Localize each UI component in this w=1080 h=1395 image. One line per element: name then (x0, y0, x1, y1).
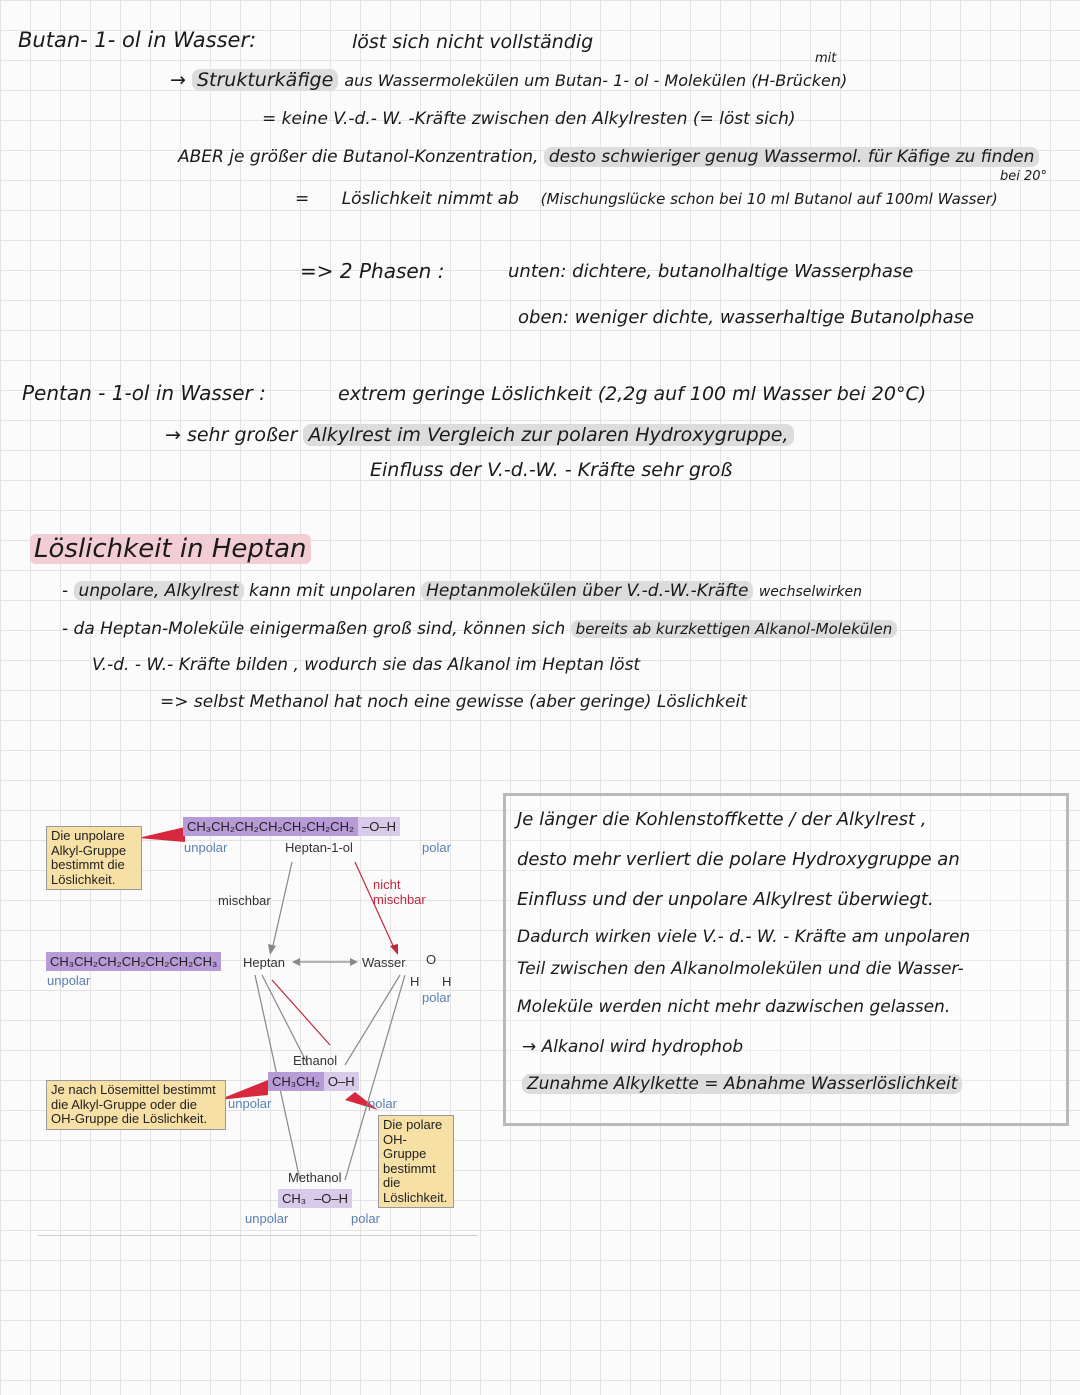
butanol-line3-highlight: desto schwieriger genug Wassermol. für Käfige zu finden (544, 147, 1040, 167)
methanol-formula (278, 1190, 352, 1208)
summary-line-6: Moleküle werden nicht mehr dazwischen gelassen. (517, 997, 951, 1017)
wasser-polar: polar (422, 990, 451, 1005)
heptanol-oh: –O–H (358, 817, 400, 836)
heptanol-polar: polar (422, 840, 451, 855)
heptanol-chain: CH₃CH₂CH₂CH₂CH₂CH₂CH₂ (183, 817, 358, 836)
butanol-loest: löst sich nicht vollständig (352, 31, 594, 53)
diagram-divider (38, 1235, 478, 1236)
methanol-name: Methanol (288, 1170, 342, 1185)
summary-line-5: Teil zwischen den Alkanolmolekülen und die Wasser- (517, 959, 964, 979)
heptan-line2-a: - da Heptan-Moleküle einigermaßen groß sind, können sich (62, 619, 566, 639)
heptanol-unpolar: unpolar (184, 840, 228, 855)
phases-arrow: => 2 Phasen : (300, 259, 445, 283)
heptan-line2-highlight: bereits ab kurzkettigen Alkanol-Molekülen (571, 620, 898, 638)
ethanol-polar: polar (368, 1096, 397, 1111)
summary-line-1: Je länger die Kohlenstoffkette / der Alkylrest , (517, 809, 927, 830)
equals-sign: = (295, 189, 310, 209)
arrow-icon: → (170, 69, 186, 91)
pentanol-line2-a: → sehr großer (165, 424, 298, 446)
heptan-heading-text: Löslichkeit in Heptan (30, 534, 311, 564)
heptan-unpolar: unpolar (47, 973, 91, 988)
label-nicht-mischbar: nicht mischbar (373, 877, 426, 907)
methanol-polar: polar (351, 1211, 380, 1226)
butanol-line2: = keine V.-d.- W. -Kräfte zwischen den Alkylresten (= löst sich) (262, 109, 796, 129)
butanol-bei: bei 20° (1000, 169, 1048, 184)
butanol-line4-b: (Mischungslücke schon bei 10 ml Butanol auf 100ml Wasser) (540, 190, 998, 208)
heptan-chain: CH₃CH₂CH₂CH₂CH₂CH₂CH₃ (46, 952, 221, 971)
pentanol-title: Pentan - 1-ol in Wasser : (22, 381, 266, 405)
methanol-unpolar: unpolar (245, 1211, 289, 1226)
ethanol-name: Ethanol (293, 1053, 338, 1068)
butanol-line3-a: ABER je größer die Butanol-Konzentration, (178, 147, 539, 167)
pentanol-line3: Einfluss der V.-d.-W. - Kräfte sehr groß (370, 459, 733, 481)
summary-line-7: → Alkanol wird hydrophob (522, 1037, 744, 1057)
heptan-line1-b: kann mit unpolaren (249, 581, 416, 601)
arrow-heptan-ethanol (262, 975, 308, 1065)
butanol-line1-rest: aus Wassermolekülen um Butan- 1- ol - Molekülen (H-Brücken) (344, 71, 848, 90)
ethanol-formula (268, 1073, 359, 1091)
phase-oben: oben: weniger dichte, wasserhaltige Butanolphase (518, 307, 975, 328)
heptan-line1-highlight: unpolare, Alkylrest (74, 581, 244, 601)
heptan-line4: => selbst Methanol hat noch eine gewisse (aber geringe) Löslichkeit (160, 692, 747, 712)
heptan-line1-dash: - (62, 581, 69, 601)
phase-unten: unten: dichtere, butanolhaltige Wasserphase (508, 261, 914, 282)
butanol-line4-a: Löslichkeit nimmt ab (341, 189, 519, 209)
water-hydrogen-2: H (442, 974, 452, 989)
summary-line-3: Einfluss und der unpolare Alkylrest überwiegt. (517, 889, 934, 910)
summary-conclusion-highlight: Zunahme Alkylkette = Abnahme Wasserlöslichkeit (522, 1074, 962, 1094)
note-polar-oh: Die polare OH-Gruppe bestimmt die Löslichkeit. (378, 1115, 454, 1208)
label-mischbar: mischbar (218, 893, 271, 908)
strukturkaefige-highlight: Strukturkäfige (192, 69, 338, 91)
butanol-mit: mit (815, 51, 837, 66)
pointer-triangle-1 (138, 827, 185, 842)
pentanol-line1: extrem geringe Löslichkeit (2,2g auf 100 ml Wasser bei 20°C) (338, 383, 927, 405)
summary-line-2: desto mehr verliert die polare Hydroxygruppe an (517, 849, 960, 870)
methanol-chain: CH₃ (278, 1189, 310, 1208)
heptan-line1-c: wechselwirken (758, 584, 862, 600)
ethanol-unpolar: unpolar (228, 1096, 272, 1111)
ethanol-chain: CH₃CH₂ (268, 1072, 324, 1091)
summary-line-4: Dadurch wirken viele V.- d.- W. - Kräfte am unpolaren (517, 927, 971, 947)
summary-line-8 (522, 1075, 962, 1095)
water-oxygen: O (426, 952, 437, 967)
note-alkyl-group: Die unpolare Alkyl-Gruppe bestimmt die Löslichkeit. (46, 826, 142, 890)
heptan-name: Heptan (243, 955, 285, 970)
wasser-name: Wasser (362, 955, 406, 970)
arrow-heptanol-heptan (272, 862, 292, 950)
note-solvent-dependent: Je nach Lösemittel bestimmt die Alkyl-Gruppe oder die OH-Gruppe die Löslichkeit. (46, 1080, 226, 1130)
heptanol-formula (183, 818, 400, 836)
heptanol-name: Heptan-1-ol (285, 840, 353, 855)
heptan-line3: V.-d. - W.- Kräfte bilden , wodurch sie das Alkanol im Heptan löst (92, 655, 641, 675)
pentanol-line2-highlight: Alkylrest im Vergleich zur polaren Hydroxygruppe, (303, 424, 793, 446)
water-hydrogen-1: H (410, 974, 420, 989)
heptan-line1-highlight2: Heptanmolekülen über V.-d.-W.-Kräfte (421, 581, 753, 601)
butanol-title: Butan- 1- ol in Wasser: (18, 28, 257, 52)
heptan-formula (46, 953, 221, 971)
methanol-oh: –O–H (310, 1189, 352, 1208)
ethanol-oh: O–H (324, 1072, 359, 1091)
